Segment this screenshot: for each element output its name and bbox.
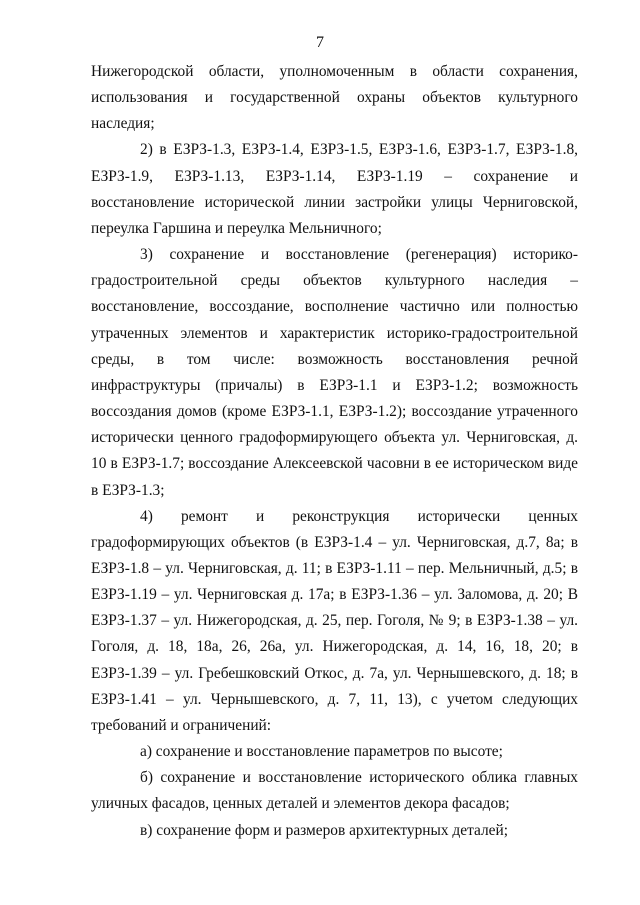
paragraph-7: в) сохранение форм и размеров архитектурных деталей; — [140, 821, 508, 839]
paragraph-1: Нижегородской области, уполномоченным в области сохранения, использования и государственной охраны объектов культурного наследия; — [91, 63, 578, 133]
paragraph-2: 2) в ЕЗРЗ-1.3, ЕЗРЗ-1.4, ЕЗРЗ-1.5, ЕЗРЗ-1.6, ЕЗРЗ-1.7, ЕЗРЗ-1.8, ЕЗРЗ-1.9, ЕЗРЗ-1.13, ЕЗРЗ-1.14, ЕЗРЗ-1.19 – сохранение и восстановление исторической линии застройки улицы Черниговской, переулка Гаршина и переулка Мельничного; — [91, 141, 578, 237]
page-number: 7 — [316, 34, 324, 51]
paragraph-3: 3) сохранение и восстановление (регенерация) историко-градостроительной среды объектов культурного наследия – восстановление, воссоздание, восполнение частично или полностью утраченных элементов и характеристик историко-градостроительной среды, в том числе: возможность восстановления речной инфраструктуры (причалы) в ЕЗРЗ-1.1 и ЕЗРЗ-1.2; возможность воссоздания домов (кроме ЕЗРЗ-1.1, ЕЗРЗ-1.2); воссоздание утраченного исторически ценного градоформирующего объекта ул. Черниговская, д. 10 в ЕЗРЗ-1.7; воссоздание Алексеевской часовни в ее историческом виде в ЕЗРЗ-1.3; — [91, 246, 578, 499]
paragraph-5: а) сохранение и восстановление параметров по высоте; — [140, 743, 503, 761]
document-body — [91, 59, 578, 844]
paragraph-6: б) сохранение и восстановление исторического облика главных уличных фасадов, ценных деталей и элементов декора фасадов; — [91, 769, 578, 813]
paragraph-4: 4) ремонт и реконструкция исторически ценных градоформирующих объектов (в ЕЗРЗ-1.4 – ул. Черниговская, д.7, 8а; в ЕЗРЗ-1.8 – ул. Черниговская, д. 11; в ЕЗРЗ-1.11 – пер. Мельничный, д.5; в ЕЗРЗ-1.19 – ул. Черниговская д. 17а; в ЕЗРЗ-1.36 – ул. Заломова, д. 20; В ЕЗРЗ-1.37 – ул. Нижегородская, д. 25, пер. Гоголя, № 9; в ЕЗРЗ-1.38 – ул. Гоголя, д. 18, 18а, 26, 26а, ул. Нижегородская, д. 14, 16, 18, 20; в ЕЗРЗ-1.39 – ул. Гребешковский Откос, д. 7а, ул. Чернышевского, д. 18; в ЕЗРЗ-1.41 – ул. Чернышевского, д. 7, 11, 13), с учетом следующих требований и ограничений: — [91, 507, 578, 734]
